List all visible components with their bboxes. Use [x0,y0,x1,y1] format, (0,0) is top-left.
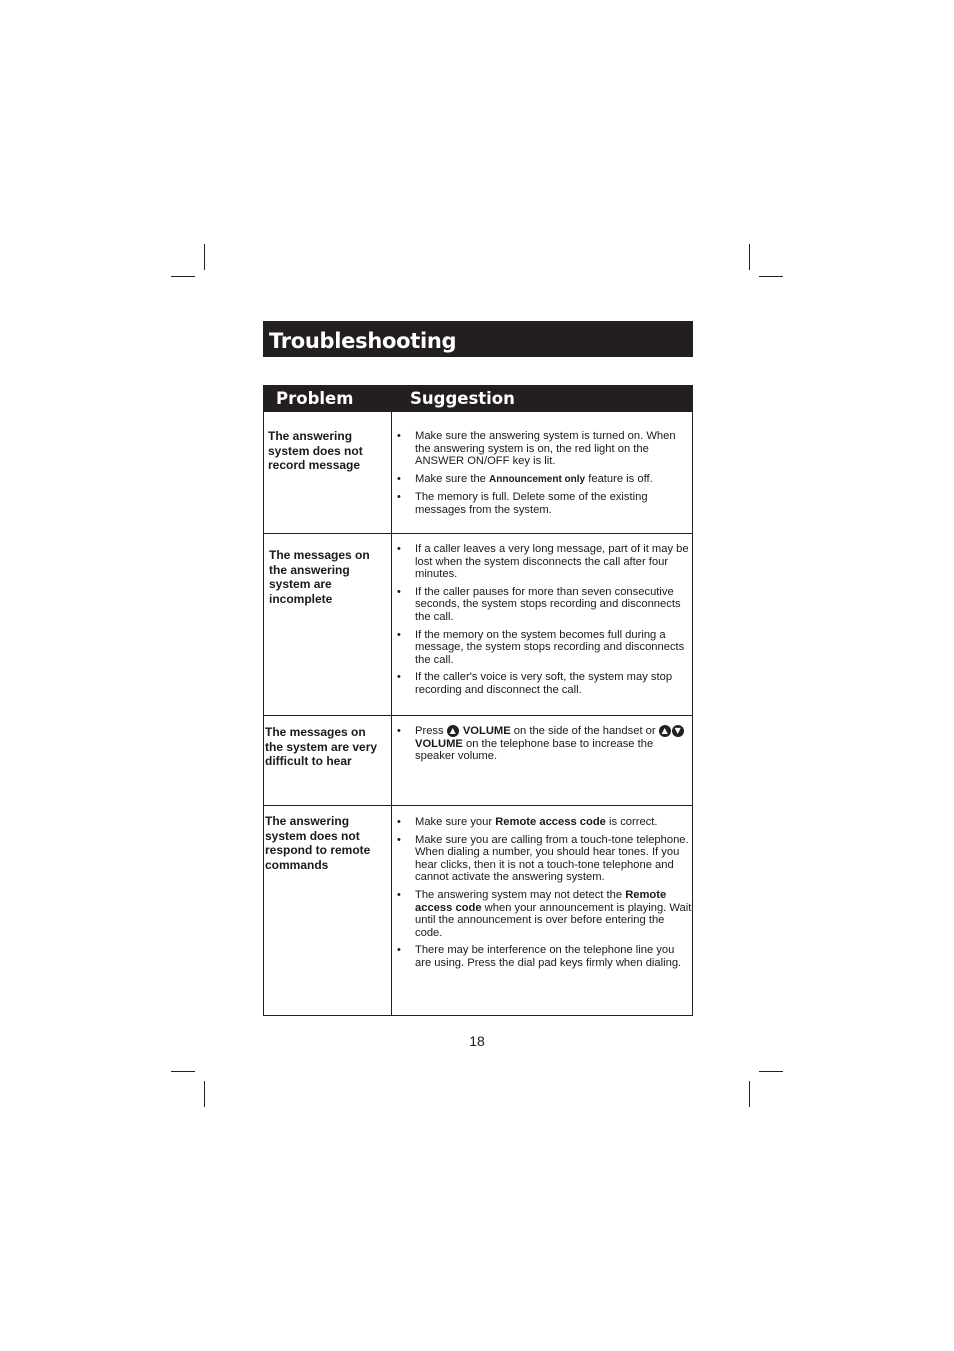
suggestion-list [397,430,693,522]
suggestion-item: • If a caller leaves a very long message, part of it may be lost when the system disconnects the call after four minutes. [397,543,693,581]
suggestion-item: • If the caller's voice is very soft, the system may stop recording and disconnect the call. [397,671,693,696]
emphasis-text: Announcement only [489,473,586,485]
volume-up-icon: ▲ [659,725,671,737]
suggestion-item: • If the memory on the system becomes full during a message, the system stops recording and disconnects the call. [397,629,693,667]
suggestion-item: • There may be interference on the telephone line you are using. Press the dial pad keys firmly when dialing. [397,944,693,969]
row-divider [264,533,692,534]
suggestion-item: • Make sure the answering system is turned on. When the answering system is on, the red light on the ANSWER ON/OFF key is lit. [397,430,693,468]
crop-mark [171,1071,195,1072]
crop-mark [759,1071,783,1072]
suggestion-item: • Make sure your Remote access code is correct. [397,816,693,829]
row-divider [264,715,692,716]
suggestion-list [397,543,693,702]
suggestion-item: • The memory is full. Delete some of the existing messages from the system. [397,491,693,516]
emphasis-text: Remote access code [495,816,606,828]
column-header-problem: Problem [276,389,354,408]
emphasis-text: VOLUME [415,737,463,750]
page-title: Troubleshooting [269,329,457,353]
troubleshooting-table [263,385,693,1016]
row-divider [264,805,692,806]
suggestion-item: • The answering system may not detect the Remote access code when your announcement is playing. Wait until the announcement is over before entering the code. [397,889,693,939]
page-number: 18 [469,1033,485,1049]
suggestion-list [397,725,693,768]
volume-up-icon: ▲ [447,725,459,737]
section-title-bar [263,321,693,357]
problem-cell: The messages on the answering system are incomplete [269,548,370,606]
emphasis-text: Remote access code [415,888,667,914]
crop-mark [204,1081,205,1107]
problem-cell: The answering system does not record message [268,429,363,472]
problem-cell: The messages on the system are very difficult to hear [265,725,378,768]
crop-mark [204,244,205,270]
crop-mark [749,1081,750,1107]
suggestion-item: • If the caller pauses for more than seven consecutive seconds, the system stops recording and disconnects the call. [397,586,693,624]
volume-down-icon: ▼ [672,725,684,737]
problem-cell: The answering system does not respond to remote commands [265,814,371,872]
suggestion-list [397,816,693,975]
crop-mark [749,244,750,270]
suggestion-item: • Make sure you are calling from a touch-tone telephone. When dialing a number, you should hear tones. If you hear clicks, then it is not a touch-tone telephone and cannot activate the answering system. [397,834,693,884]
crop-mark [759,276,783,277]
table-header [264,386,692,412]
suggestion-item: • Make sure the Announcement only feature is off. [397,473,693,487]
column-header-suggestion: Suggestion [410,389,515,408]
suggestion-item: • Press ▲ VOLUME on the side of the handset or ▲ ▼ VOLUME on the telephone base to increase the speaker volume. [397,725,693,763]
emphasis-text: VOLUME [459,725,511,737]
crop-mark [171,276,195,277]
column-divider [391,412,392,1015]
